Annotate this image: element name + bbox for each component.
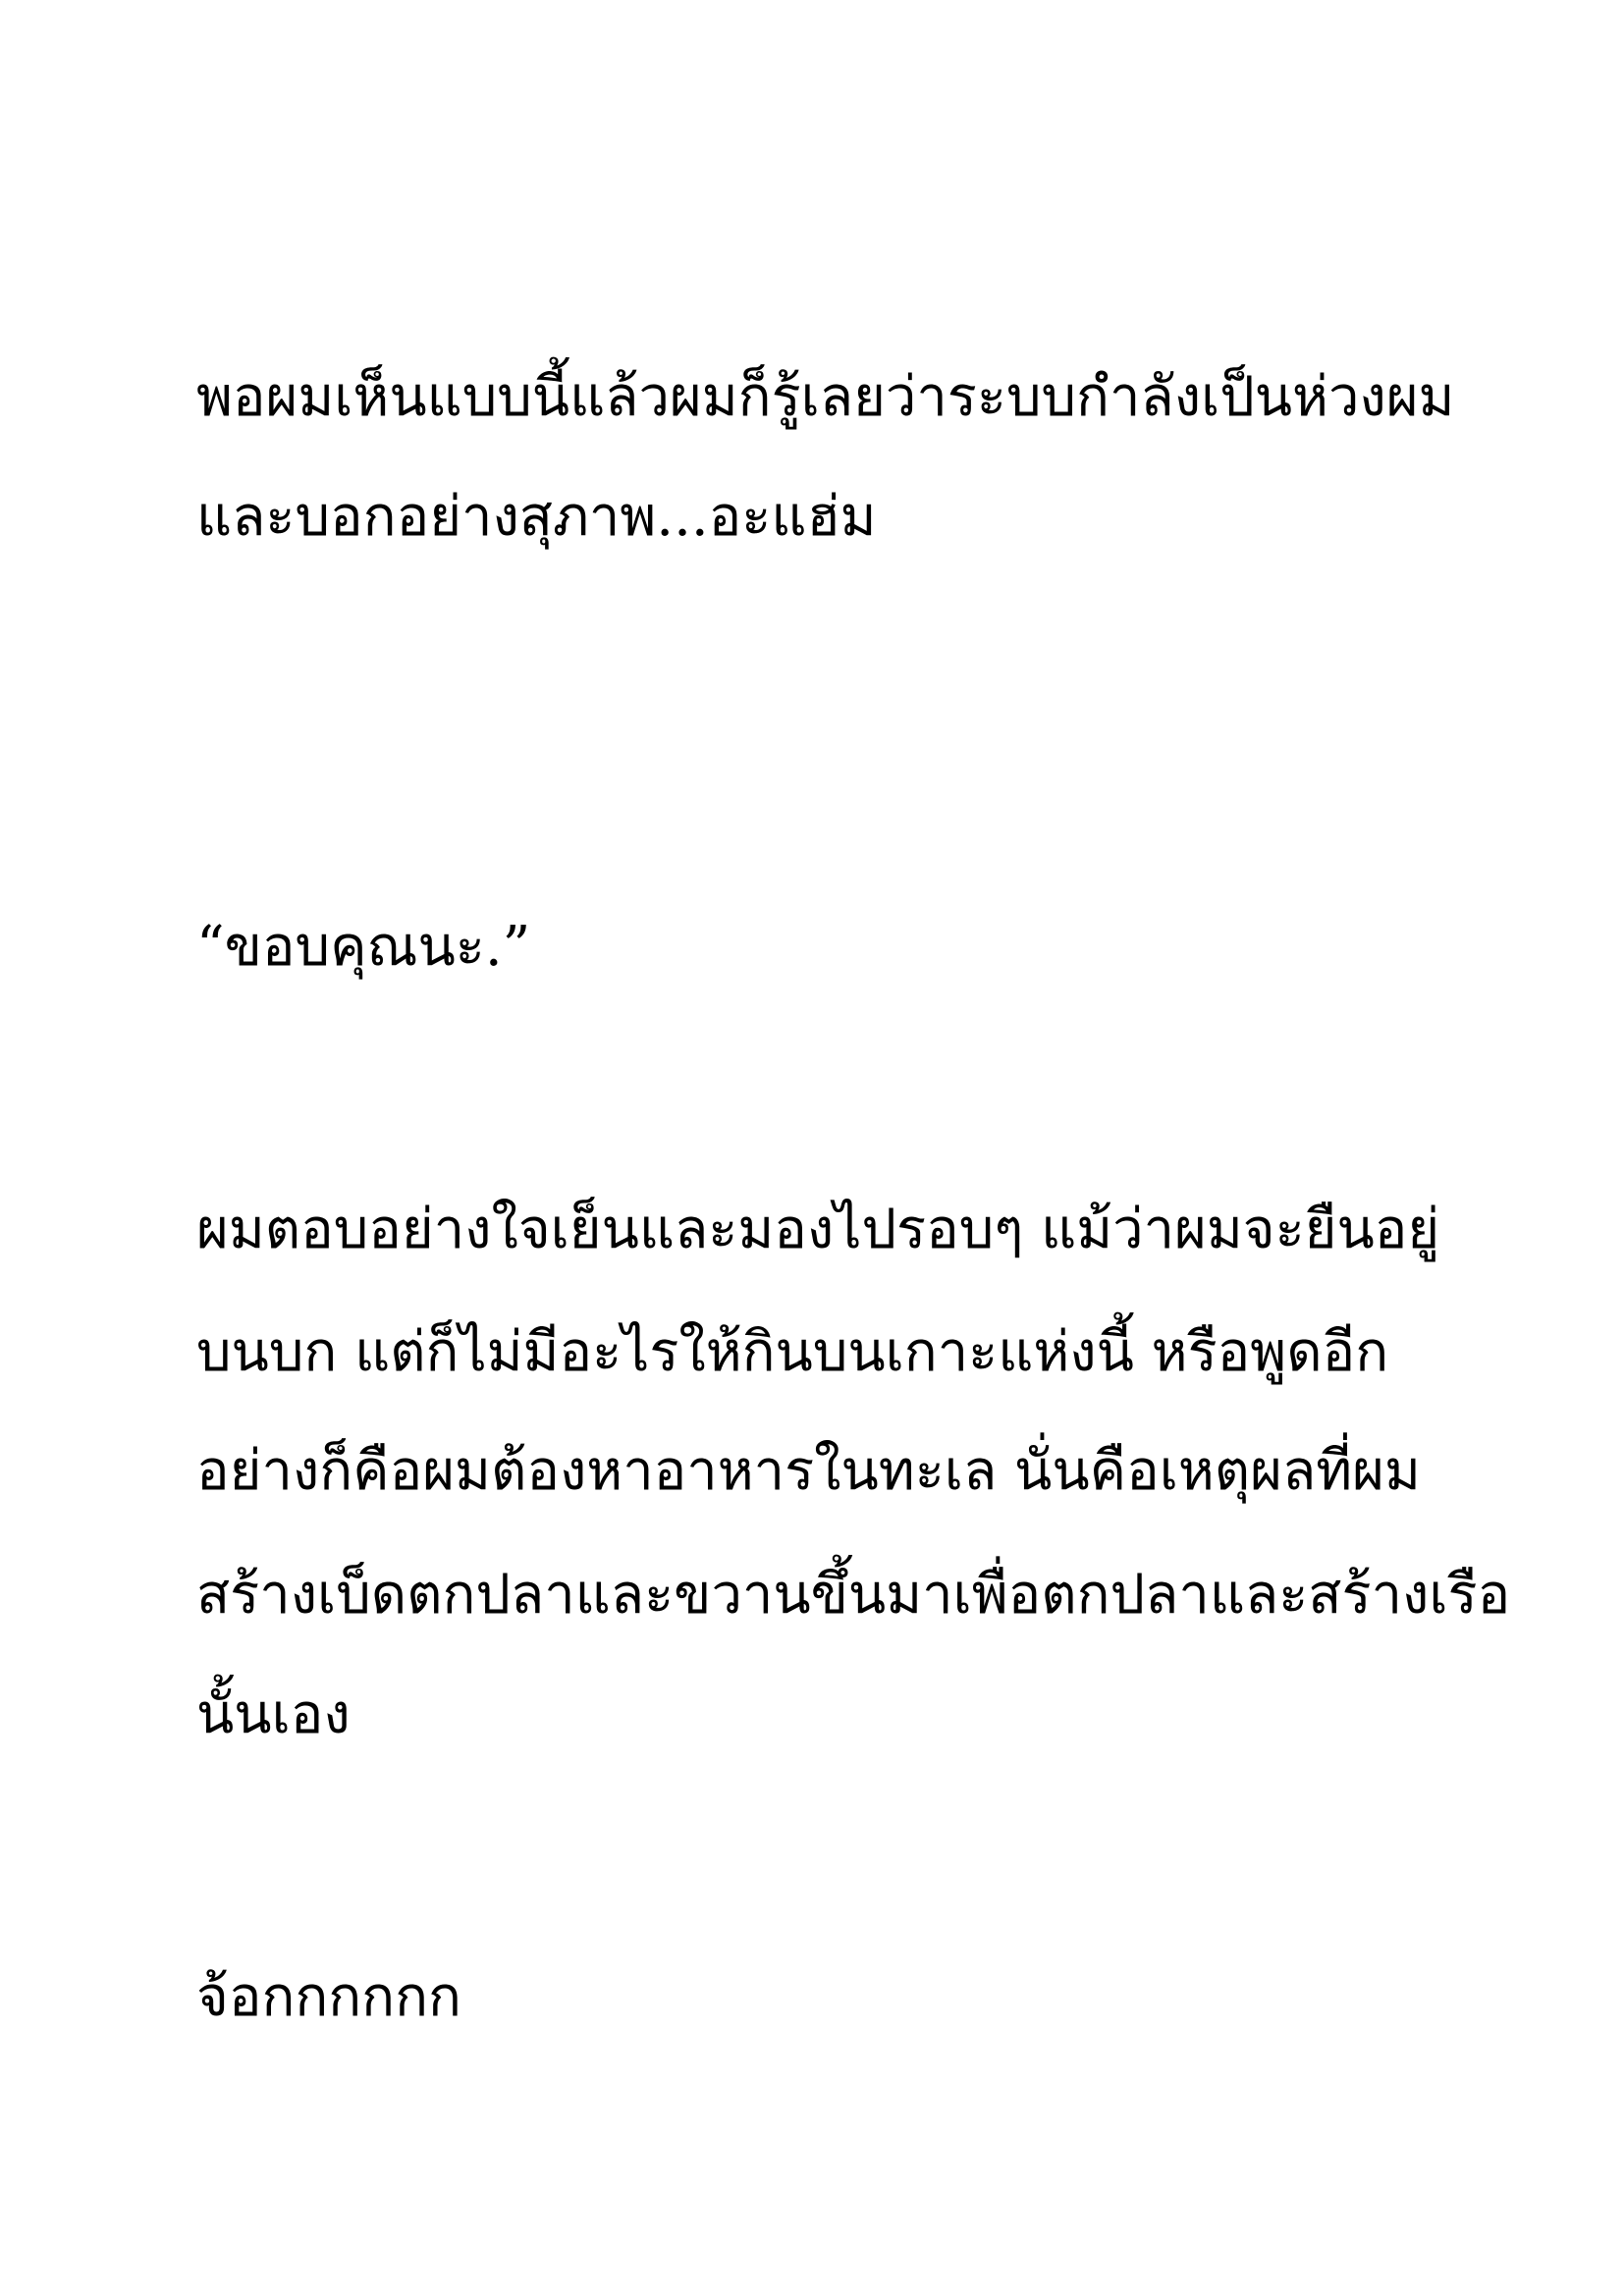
- paragraph-line: จ้อกกกกกก: [196, 1965, 461, 2029]
- paragraph-line: บนบก แต่ก็ไม่มีอะไรให้กินบนเกาะแห่งนี้ หรือพูดอีก: [196, 1320, 1389, 1384]
- paragraph-line: นั้นเอง: [196, 1682, 351, 1746]
- paragraph-line: และบอกอย่างสุภาพ...อะแฮ่ม: [196, 485, 877, 549]
- paragraph-line: ผมตอบอย่างใจเย็นและมองไปรอบๆ แม้ว่าผมจะยืนอยู่: [196, 1198, 1440, 1261]
- paragraph-line: สร้างเบ็ดตกปลาและขวานขึ้นมาเพื่อตกปลาและสร้างเรือ: [196, 1563, 1511, 1627]
- paragraph-line: “ขอบคุณนะ.”: [196, 915, 531, 979]
- paragraph-line: พอผมเห็นแบบนี้แล้วผมก็รู้เลยว่าระบบกำลังเป็นห่วงผม: [196, 365, 1455, 429]
- paragraph-line: อย่างก็คือผมต้องหาอาหารในทะเล นั่นคือเหตุผลที่ผม: [196, 1439, 1421, 1503]
